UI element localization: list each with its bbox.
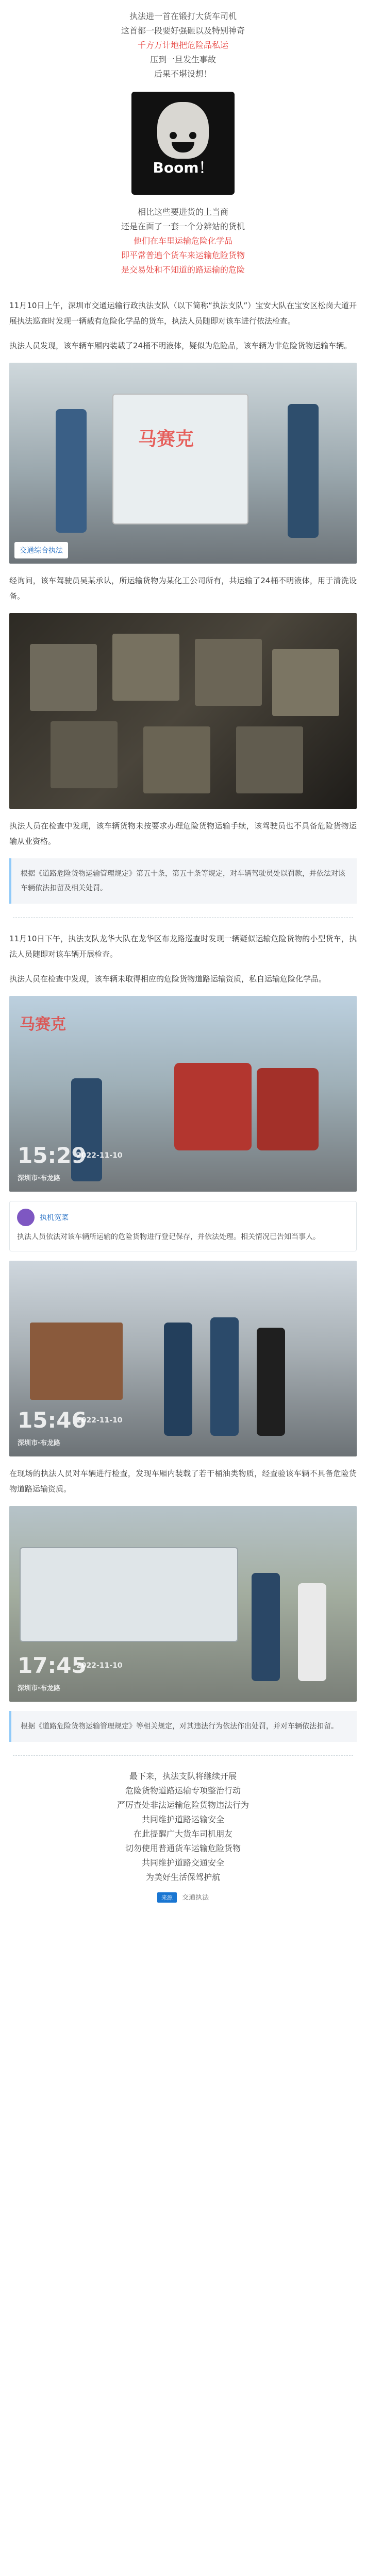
- chemical-can: [112, 634, 179, 701]
- officer-figure: [298, 1583, 326, 1681]
- chemical-can: [30, 644, 97, 711]
- photo-time: 15:46: [18, 1408, 87, 1433]
- officer-figure: [164, 1323, 192, 1436]
- source-row: [0, 1892, 366, 1903]
- photo-date: 2022-11-10: [76, 1151, 123, 1160]
- mosaic-watermark: 马赛克: [20, 1015, 66, 1033]
- meme-text: Boom！: [153, 159, 213, 176]
- truck-cargo: [30, 1323, 123, 1400]
- outro-line: 最下来，执法支队将继续开展: [129, 1771, 237, 1781]
- meme-eye: [170, 132, 177, 139]
- section1-para: 执法人员在检查中发现，该车辆货物未按要求办理危险货物运输手续，该驾驶员也不具备危险货物运输从业资格。: [9, 821, 357, 846]
- oil-drum: [257, 1068, 319, 1150]
- roadside-check-photo: [9, 1261, 357, 1456]
- section2-para: 11月10日下午，执法支队龙华大队在龙华区布龙路巡查时发现一辆疑似运输危险货物的小型货车，执法人员随即对该车辆开展检查。: [9, 934, 357, 959]
- section1-para: 经询问，该车驾驶员吴某承认，所运输货物为某化工公司所有，共运输了24桶不明液体，用于清洗设备。: [9, 576, 357, 601]
- chemical-can: [195, 639, 262, 706]
- divider: [13, 1755, 353, 1756]
- outro-line: 共同维护道路运输安全: [141, 1815, 224, 1824]
- chemical-can: [143, 726, 210, 793]
- intro-block-2: [0, 205, 366, 277]
- barrels-photo: [9, 613, 357, 809]
- driver-figure: [257, 1328, 285, 1436]
- intro-line: 后果不堪设想！: [154, 69, 212, 79]
- intro-line: 他们在车里运输危险化学品: [133, 236, 232, 246]
- divider: [13, 917, 353, 918]
- photo-location: 深圳市·布龙路: [18, 1439, 60, 1447]
- bus-inspection-photo: [9, 1506, 357, 1702]
- photo-stamp: 交通综合执法: [14, 542, 68, 558]
- intro-line: 相比这些要进货的上当商: [137, 207, 228, 217]
- outro-line: 切勿使用普通货车运输危险货物: [125, 1843, 241, 1853]
- intro-line: 执法进一首在锻打大货车司机: [129, 11, 237, 21]
- photo-date: 2022-11-10: [76, 1662, 123, 1670]
- boom-meme-image: [131, 92, 235, 195]
- intro-line: 还是在面了一套一个分辨站的货机: [121, 222, 245, 231]
- intro-line: 即平常普遍个货车来运输危险货物: [121, 250, 245, 260]
- oil-drum: [174, 1063, 252, 1150]
- intro-line: 千方万计地把危险品私运: [137, 40, 228, 50]
- tanker-photo: [9, 996, 357, 1192]
- officer-figure: [252, 1573, 280, 1681]
- section1-para: 执法人员发现，该车辆车厢内装载了24桶不明液体，疑似为危险品，该车辆为非危险货物运输车辆。: [9, 341, 352, 350]
- inspection-photo: [9, 363, 357, 564]
- intro-block: [0, 0, 366, 81]
- intro-line: 压到一旦发生事故: [149, 55, 216, 64]
- section1-para: 11月10日上午，深圳市交通运输行政执法支队（以下简称“执法支队”）宝安大队在宝安区松岗大道开展执法巡查时发现一辆载有危险化学品的货车，执法人员随即对该车进行依法检查。: [9, 301, 357, 326]
- notice-text: 执法人员依法对该车辆所运输的危险货物进行登记保存，并依法处理。相关情况已告知当事人。: [17, 1233, 320, 1241]
- photo-time: 17:45: [18, 1653, 87, 1678]
- mosaic-watermark: 马赛克: [138, 429, 194, 450]
- intro-line: 是交易处和不知道的路运输的危险: [121, 265, 245, 275]
- outro-block: [0, 1769, 366, 1915]
- photo-time: 15:29: [18, 1143, 87, 1168]
- source-text: 交通执法: [182, 1894, 209, 1902]
- legal-quote: 根据《道路危险货物运输管理规定》等相关规定，对其违法行为依法作出处罚，并对车辆依法扣留。: [9, 1711, 357, 1742]
- photo-date: 2022-11-10: [76, 1416, 123, 1425]
- bus-image: [20, 1547, 238, 1642]
- photo-location: 深圳市·布龙路: [18, 1685, 60, 1692]
- outro-line: 共同维护道路交通安全: [141, 1858, 224, 1868]
- chemical-can: [236, 726, 303, 793]
- officer-figure: [210, 1317, 239, 1436]
- chemical-can: [272, 649, 339, 716]
- photo-location: 深圳市·布龙路: [18, 1175, 60, 1182]
- outro-line: 在此提醒广大货车司机朋友: [133, 1829, 232, 1839]
- intro-line: 这首都一段要好强砸以及特别神奇: [121, 26, 245, 36]
- section2-para: 执法人员在检查中发现，该车辆未取得相应的危险货物道路运输资质，私自运输危险化学品。: [9, 974, 327, 984]
- outro-line: 严厉查处非法运输危险货物违法行为: [117, 1800, 249, 1810]
- source-badge: 来源: [157, 1892, 177, 1903]
- notice-title: 执机宽菜: [40, 1214, 69, 1222]
- outro-line: 为美好生活保驾护航: [145, 1872, 220, 1882]
- officer-figure: [56, 409, 87, 533]
- meme-eye: [189, 132, 196, 139]
- user-avatar-icon: [17, 1209, 35, 1226]
- section2-para: 在现场的执法人员对车辆进行检查，发现车厢内装载了若干桶油类物质，经查验该车辆不具备危险货物道路运输资质。: [9, 1469, 357, 1494]
- notice-card: [9, 1201, 357, 1251]
- outro-line: 危险货物道路运输专项整治行动: [125, 1786, 241, 1795]
- notice-header: [17, 1209, 349, 1226]
- van-image: [112, 394, 248, 524]
- legal-quote: 根据《道路危险货物运输管理规定》第五十条，第五十条等规定，对车辆驾驶员处以罚款，并依法对该车辆依法扣留及相关处罚。: [9, 858, 357, 904]
- chemical-can: [51, 721, 118, 788]
- officer-figure: [288, 404, 319, 538]
